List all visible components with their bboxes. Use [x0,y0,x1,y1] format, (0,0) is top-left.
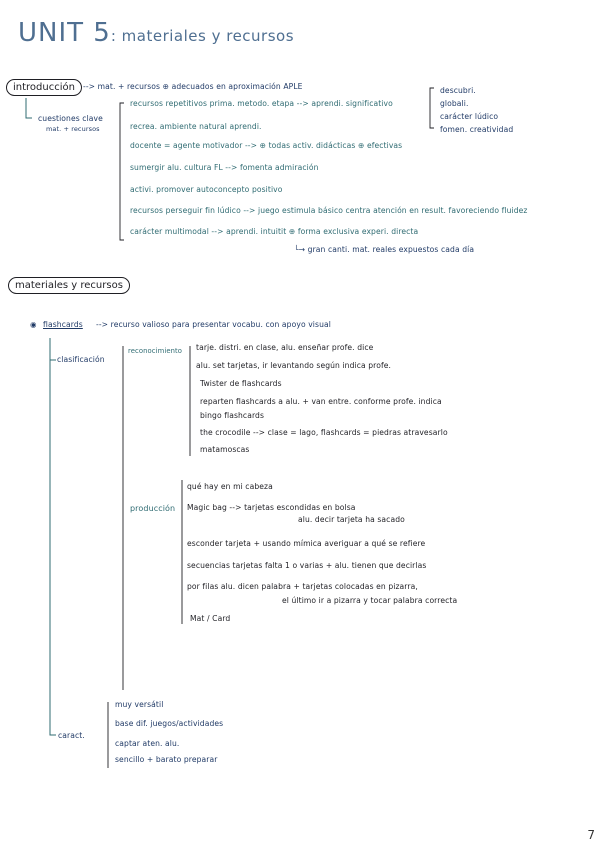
side-note: carácter lúdico [440,112,499,121]
produccion-item: Mat / Card [190,614,231,623]
side-note: globali. [440,99,469,108]
intro-item: docente = agente motivador --> ⊕ todas activ. didácticas ⊕ efectivas [130,141,403,150]
materiales-pill: materiales y recursos [8,277,130,294]
intro-item: carácter multimodal --> aprendi. intuitit ⊕ forma exclusiva experi. directa [130,227,419,236]
unit-title [18,16,294,53]
cuestiones-label: cuestiones clave [38,114,103,123]
reconocimiento-item: matamoscas [200,445,250,454]
intro-item: activi. promover autoconcepto positivo [130,185,283,194]
intro-pill: introducción [6,79,82,96]
bullet-icon: ◉ [30,320,37,329]
intro-item: recrea. ambiente natural aprendi. [130,122,262,131]
intro-item: recursos repetitivos prima. metodo. etapa --> aprendi. significativo [130,99,393,108]
produccion-item: el último ir a pizarra y tocar palabra correcta [282,596,458,605]
intro-item: recursos perseguir fin lúdico --> juego estimula básico centra atención en result. favoreciendo fluidez [130,206,528,215]
produccion-item: alu. decir tarjeta ha sacado [298,515,405,524]
caract-item: muy versátil [115,700,164,709]
unit-number: UNIT 5 [18,18,111,48]
reconocimiento-item: alu. set tarjetas, ir levantando según indica profe. [196,361,392,370]
reconocimiento-item: the crocodile --> clase = lago, flashcards = piedras atravesarlo [200,428,448,437]
intro-item: sumergir alu. cultura FL --> fomenta admiración [130,163,319,172]
intro-headline: --> mat. + recursos ⊕ adecuados en aproximación APLE [83,82,303,91]
page-number: 7 [587,828,595,842]
side-note: fomen. creatividad [440,125,514,134]
produccion-item: secuencias tarjetas falta 1 o varias + alu. tienen que decirlas [187,561,427,570]
reconocimiento-item: tarje. distri. en clase, alu. enseñar profe. dice [196,343,374,352]
produccion-label: producción [130,504,176,513]
reconocimiento-label: reconocimiento [128,347,183,355]
reconocimiento-item: bingo flashcards [200,411,265,420]
caract-item: captar aten. alu. [115,739,180,748]
cuestiones-sub: mat. + recursos [46,125,100,133]
flashcards-label: flashcards [43,320,83,329]
clasificacion-label: clasificación [57,355,105,364]
reconocimiento-item: Twister de flashcards [200,379,282,388]
produccion-item: por filas alu. dicen palabra + tarjetas colocadas en pizarra, [187,582,418,591]
intro-item: └→ gran canti. mat. reales expuestos cada día [294,245,475,254]
produccion-item: qué hay en mi cabeza [187,482,273,491]
caract-item: sencillo + barato preparar [115,755,218,764]
produccion-item: Magic bag --> tarjetas escondidas en bolsa [187,503,356,512]
produccion-item: esconder tarjeta + usando mímica averiguar a qué se refiere [187,539,426,548]
flashcards-definition: --> recurso valioso para presentar vocabu. con apoyo visual [96,320,331,329]
reconocimiento-item: reparten flashcards a alu. + van entre. conforme profe. indica [200,397,442,406]
caract-label: caract. [58,731,85,740]
caract-item: base dif. juegos/actividades [115,719,224,728]
unit-subtitle: : materiales y recursos [110,27,295,45]
side-note: descubri. [440,86,476,95]
